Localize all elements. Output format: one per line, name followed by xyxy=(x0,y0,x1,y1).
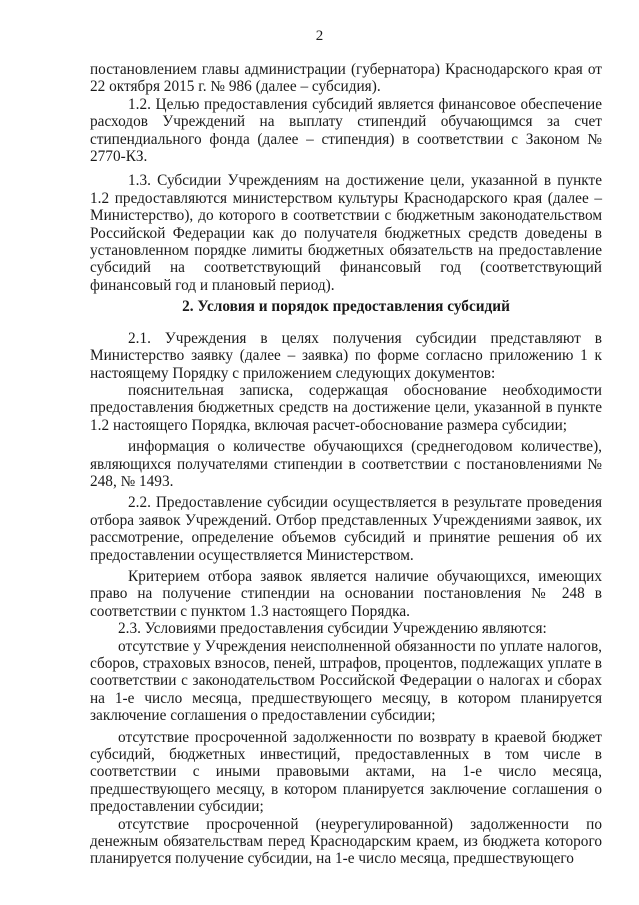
condition-no-tax-debt: отсутствие у Учреждения неисполненной обязанности по уплате налогов, сборов, страховых взносов, пеней, штрафов, процентов, подлежащих уплате в соответствии с законодательством Российской Федерации о налогах и сборах на 1-е число месяца, предшествующего месяцу, в котором планируется заключение соглашения о предоставлении субсидии; xyxy=(90,637,602,725)
paragraph-selection-criterion: Критерием отбора заявок является наличие обучающихся, имеющих право на получение стипендии на основании постановления № 248 в соответствии с пунктом 1.3 настоящего Порядка. xyxy=(90,567,602,620)
list-item-explanatory-note: пояснительная записка, содержащая обоснование необходимости предоставления бюджетных средств на достижение цели, указанной в пункте 1.2 настоящего Порядка, включая расчет-обоснование размера субсидии; xyxy=(90,381,602,434)
condition-no-overdue-return: отсутствие просроченной задолженности по возврату в краевой бюджет субсидий, бюджетных инвестиций, предоставленных в том числе в соответствии с иными правовыми актами, на 1-е число месяца, предшествующего месяцу, в котором планируется заключение соглашения о предоставлении субсидии; xyxy=(90,728,602,816)
paragraph-continuation: постановлением главы администрации (губернатора) Краснодарского края от 22 октября 2015 г. № 986 (далее – субсидия). xyxy=(90,61,602,96)
paragraph-2-3: 2.3. Условиями предоставления субсидии Учреждению являются: xyxy=(118,620,547,638)
paragraph-1-3: 1.3. Субсидии Учреждениям на достижение цели, указанной в пункте 1.2 предоставляются министерством культуры Краснодарского края (далее – Министерство), до которого в соответствии с бюджетным законодательством Российской Федерации как до получателя бюджетных средств доведены в установленном порядке лимиты бюджетных обязательств на предоставление субсидий на соответствующий финансовый год (соответствующий финансовый год и плановый период). xyxy=(90,172,602,294)
paragraph-2-2: 2.2. Предоставление субсидии осуществляется в результате проведения отбора заявок Учреждений. Отбор представленных Учреждениями заявок, их рассмотрение, определение объемов субсидий и принятие решения об их предоставлении осуществляется Министерством. xyxy=(90,494,602,564)
page-number: 2 xyxy=(315,28,324,44)
document-body xyxy=(90,61,602,868)
list-item-student-count: информация о количестве обучающихся (среднегодовом количестве), являющихся получателями стипендии в соответствии с постановлениями № 248, № 1493. xyxy=(90,438,602,490)
section-heading: 2. Условия и порядок предоставления субсидий xyxy=(182,298,510,316)
condition-no-overdue-obligations: отсутствие просроченной (неурегулированной) задолженности по денежным обязательствам перед Краснодарским краем, из бюджета которого планируется получение субсидии, на 1-е число месяца, предшествующего xyxy=(90,815,602,868)
paragraph-2-1: 2.1. Учреждения в целях получения субсидии представляют в Министерство заявку (далее – заявка) по форме согласно приложению 1 к настоящему Порядку с приложением следующих документов: xyxy=(90,329,602,382)
paragraph-1-2: 1.2. Целью предоставления субсидий является финансовое обеспечение расходов Учреждений на выплату стипендий обучающимся за счет стипендиального фонда (далее – стипендия) в соответствии с Законом № 2770-КЗ. xyxy=(90,95,602,166)
